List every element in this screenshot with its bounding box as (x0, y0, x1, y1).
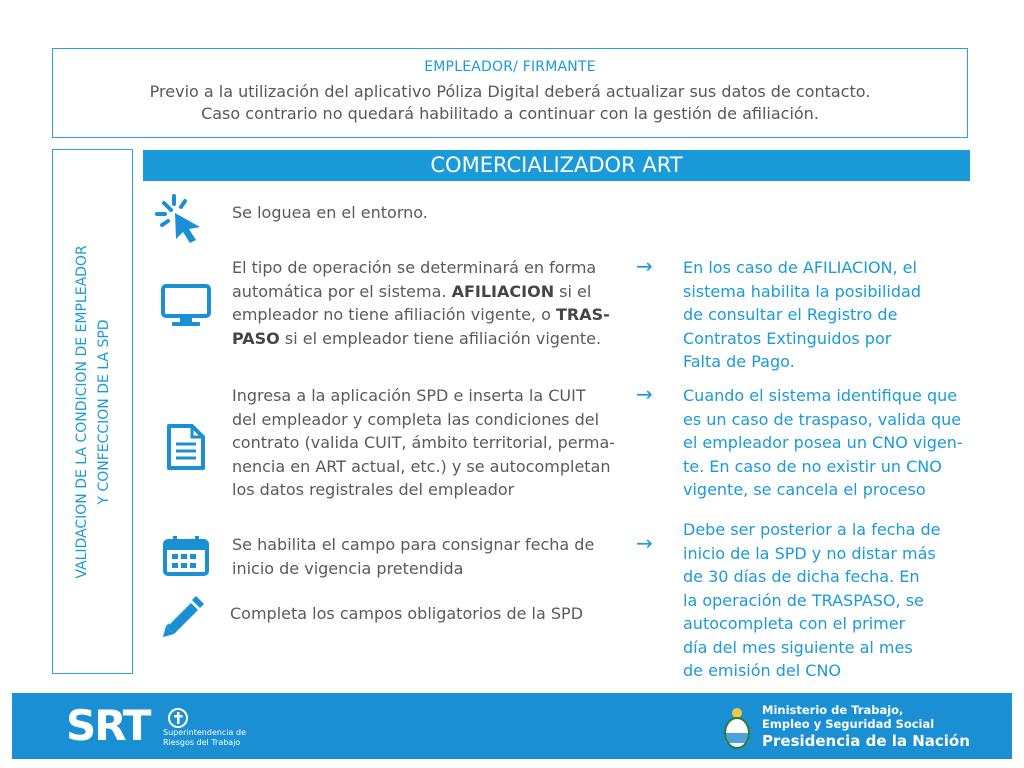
arrow-icon: → (636, 382, 653, 406)
calendar-icon (163, 536, 209, 576)
ministry-line-1: Ministerio de Trabajo, (762, 703, 904, 717)
step-cuit-line: contrato (valida CUIT, ámbito territorial, perma- (232, 433, 616, 452)
validation-side-box (52, 149, 133, 674)
note-line: de consultar el Registro de (683, 305, 898, 324)
employer-notice-box (52, 48, 968, 138)
note-traspaso (683, 384, 963, 502)
pencil-icon (160, 594, 208, 640)
arrow-icon: → (636, 254, 653, 278)
notice-body (53, 81, 967, 125)
note-line: sistema habilita la posibilidad (683, 281, 921, 301)
note-line: autocompleta con el primer (683, 614, 906, 633)
keyword-traspaso: TRAS- (556, 305, 610, 324)
srt-subtitle-line-2: Riesgos del Trabajo (163, 738, 241, 747)
note-fecha (683, 518, 941, 683)
note-line: de 30 días de dicha fecha. En (683, 567, 920, 586)
step-date-line: inicio de vigencia pretendida (232, 558, 464, 578)
footer-bar (12, 693, 1012, 759)
note-line: Falta de Pago. (683, 352, 795, 371)
step-complete: Completa los campos obligatorios de la SPD (230, 604, 584, 623)
note-line: Cuando el sistema identifique que (683, 386, 958, 405)
note-line: En los caso de AFILIACION, el (683, 258, 917, 277)
note-line: es un caso de traspaso, valida que (683, 409, 962, 429)
text-span: si el (554, 281, 592, 301)
step-operation (232, 256, 610, 350)
step-cuit-line: los datos registrales del empleador (232, 480, 515, 499)
click-icon (154, 193, 206, 245)
step-cuit-line: Ingresa a la aplicación SPD e inserta la CUIT (232, 386, 586, 405)
notice-title: EMPLEADOR/ FIRMANTE (424, 59, 596, 75)
srt-logo-text: SRT (66, 701, 150, 750)
step-cuit-line: nencia en ART actual, etc.) y se autocompletan (232, 456, 611, 476)
step-date (232, 533, 594, 580)
notice-line-2: Caso contrario no quedará habilitado a continuar con la gestión de afiliación. (201, 104, 819, 123)
step-login: Se loguea en el entorno. (232, 203, 428, 222)
note-line: día del mes siguiente al mes (683, 637, 913, 657)
ministry-text (762, 703, 970, 751)
section-banner: COMERCIALIZADOR ART (143, 150, 970, 181)
srt-subtitle-line-1: Superintendencia de (163, 728, 246, 737)
text-span: empleador no tiene afiliación vigente, o (232, 305, 556, 324)
srt-logo (66, 701, 246, 751)
srt-emblem-icon (167, 707, 189, 729)
step-cuit-line: del empleador y completa las condiciones del (232, 409, 600, 429)
keyword-traspaso-end: PASO (232, 328, 280, 348)
note-afiliacion (683, 256, 921, 374)
note-line: Debe ser posterior a la fecha de (683, 520, 941, 539)
note-line: el empleador posea un CNO vigen- (683, 433, 963, 452)
document-icon (166, 423, 206, 471)
national-shield-icon (722, 705, 752, 751)
step-operation-line-4 (232, 327, 610, 351)
note-line: inicio de la SPD y no distar más (683, 543, 936, 563)
ministry-line-2: Empleo y Seguridad Social (762, 717, 935, 731)
step-operation-line-2 (232, 280, 610, 304)
side-label-line-2: Y CONFECCION DE LA SPD (95, 318, 112, 505)
side-label-line-1: VALIDACION DE LA CONDICION DE EMPLEADOR (73, 244, 90, 579)
text-span: automática por el sistema. (232, 281, 452, 301)
step-date-line: Se habilita el campo para consignar fecha de (232, 535, 595, 554)
srt-subtitle (163, 728, 246, 748)
arrow-icon: → (636, 531, 653, 555)
note-line: la operación de TRASPASO, se (683, 590, 924, 610)
side-label (71, 182, 115, 642)
monitor-icon (160, 283, 212, 328)
keyword-afiliacion: AFILIACION (451, 281, 555, 301)
step-operation-line-1: El tipo de operación se determinará en forma (232, 258, 597, 277)
note-line: vigente, se cancela el proceso (683, 480, 926, 499)
note-line: Contratos Extinguidos por (683, 328, 892, 348)
note-line: de emisión del CNO (683, 661, 842, 680)
notice-line-1: Previo a la utilización del aplicativo Póliza Digital deberá actualizar sus datos de contacto. (149, 82, 871, 101)
text-span: si el empleador tiene afiliación vigente. (279, 328, 602, 348)
ministry-line-3: Presidencia de la Nación (762, 732, 970, 750)
step-cuit (232, 384, 615, 502)
step-operation-line-3 (232, 303, 610, 327)
note-line: te. En caso de no existir un CNO (683, 456, 942, 476)
